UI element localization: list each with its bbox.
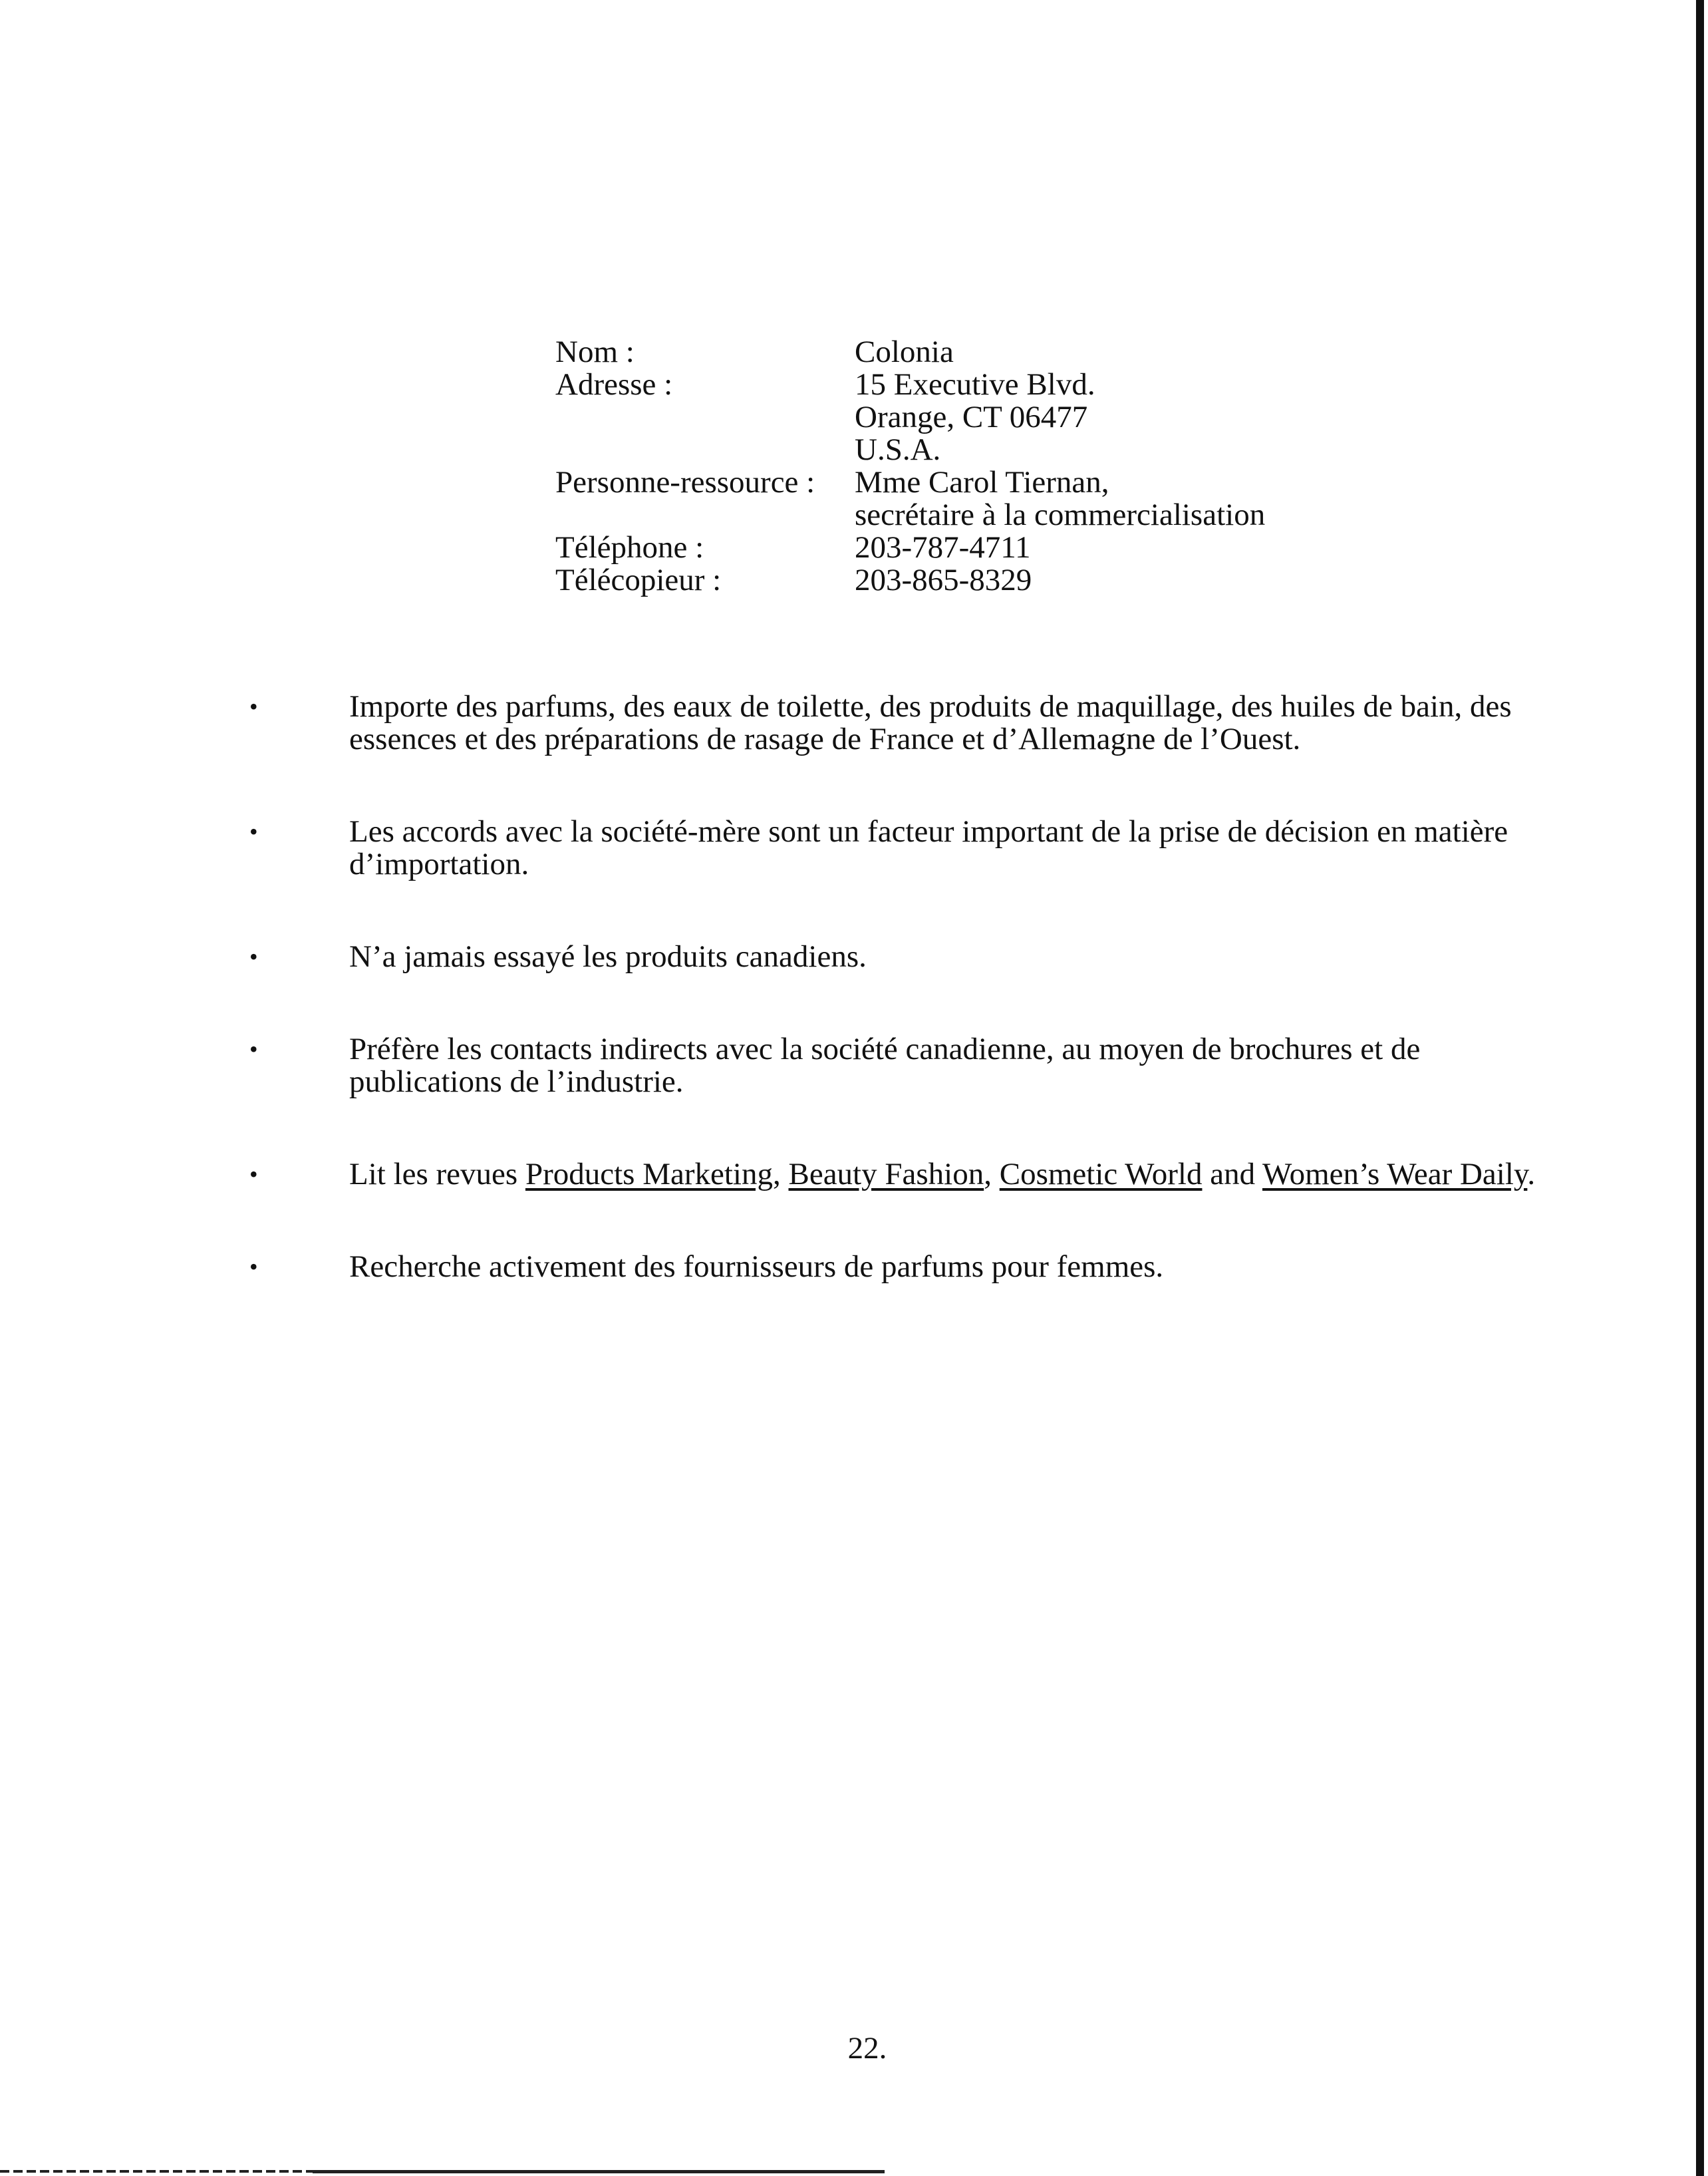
bullet-item [246, 816, 1543, 881]
name-value: Colonia [855, 335, 954, 369]
bullet-icon: • [249, 818, 258, 845]
contact-block [555, 336, 1265, 597]
address-line: Orange, CT 06477 [855, 400, 1088, 434]
bullet-icon: • [249, 693, 258, 720]
page-edge [1696, 0, 1704, 2176]
separator: , [772, 1157, 789, 1191]
bullet-text: N’a jamais essayé les produits canadiens. [349, 939, 867, 974]
bullet-item [246, 941, 1543, 973]
publication-title: Women’s Wear Daily [1262, 1157, 1528, 1191]
contact-person-line: Mme Carol Tiernan, [855, 465, 1109, 500]
bullet-icon: • [249, 943, 258, 970]
bullet-icon: • [249, 1161, 258, 1187]
bullet-icon: • [249, 1036, 258, 1062]
bullet-text-publications [349, 1158, 1543, 1191]
bullet-item [246, 1033, 1543, 1098]
fax-label: Télécopieur : [555, 563, 722, 597]
bullet-text: Recherche activement des fournisseurs de parfums pour femmes. [349, 1249, 1164, 1284]
page-number: 22. [847, 2031, 887, 2066]
bullet-text: Préfère les contacts indirects avec la société canadienne, au moyen de brochures et de publications de l’industrie. [349, 1032, 1421, 1099]
phone-value: 203-787-4711 [855, 530, 1031, 565]
bullet-item [246, 1158, 1543, 1191]
bullet-text: Importe des parfums, des eaux de toilette, des produits de maquillage, des huiles de bain, des essences et des préparations de rasage de France et d’Allemagne de l’Ouest. [349, 689, 1512, 756]
publications-suffix: . [1527, 1157, 1536, 1191]
contact-row-address [555, 369, 1265, 466]
footer-rule-solid [313, 2170, 885, 2173]
contact-person-value [855, 466, 1265, 532]
fax-value: 203-865-8329 [855, 563, 1032, 597]
bullet-icon: • [249, 1253, 258, 1280]
address-line: U.S.A. [855, 432, 941, 467]
bullet-list [246, 691, 1543, 1343]
address-value [855, 369, 1095, 466]
phone-label: Téléphone : [555, 530, 704, 565]
contact-row-person [555, 466, 1265, 532]
publication-title: Products Marketing [525, 1157, 773, 1191]
bullet-item [246, 691, 1543, 756]
separator: , [984, 1157, 1000, 1191]
contact-row-phone [555, 532, 1265, 564]
name-label: Nom : [555, 335, 635, 369]
bullet-item [246, 1251, 1543, 1283]
address-label: Adresse : [555, 367, 673, 402]
publications-prefix: Lit les revues [349, 1157, 525, 1191]
publication-title: Beauty Fashion [788, 1157, 984, 1191]
contact-row-fax [555, 564, 1265, 597]
contact-person-label: Personne-ressource : [555, 465, 815, 500]
separator: and [1202, 1157, 1262, 1191]
contact-person-line: secrétaire à la commercialisation [855, 498, 1266, 532]
address-line: 15 Executive Blvd. [855, 367, 1095, 402]
publication-title: Cosmetic World [999, 1157, 1203, 1191]
bullet-text: Les accords avec la société-mère sont un facteur important de la prise de décision en matière d’importation. [349, 814, 1508, 881]
contact-row-name [555, 336, 1265, 369]
